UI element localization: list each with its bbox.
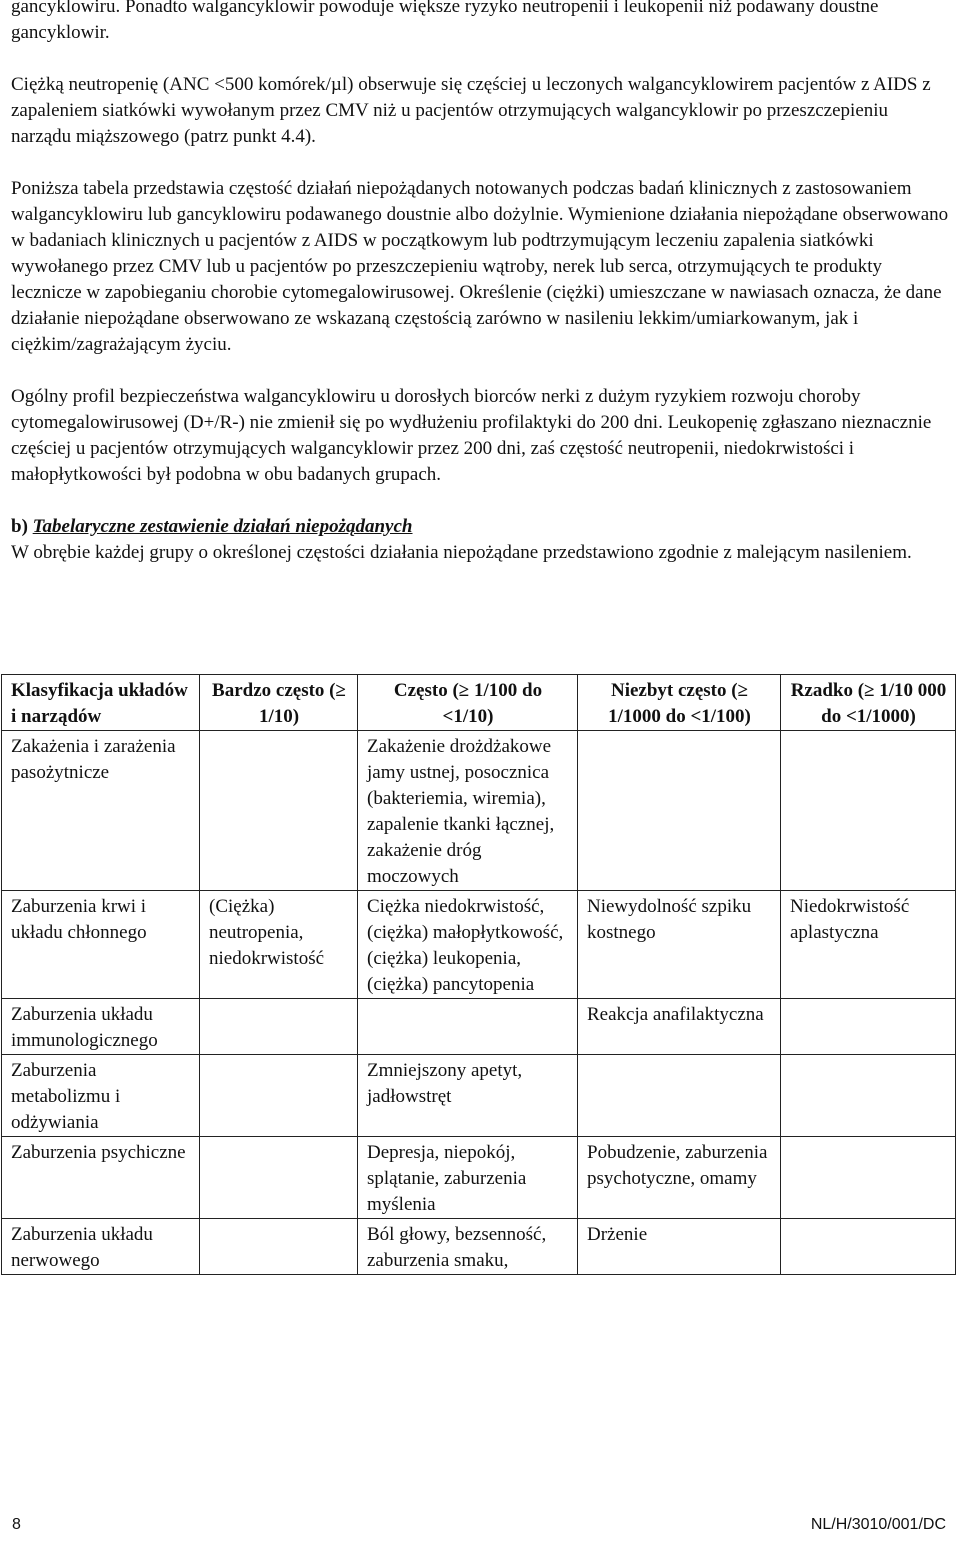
table-cell: Zaburzenia układu nerwowego xyxy=(2,1219,200,1275)
table-row xyxy=(2,999,956,1055)
table-cell: Niedokrwistość aplastyczna xyxy=(781,891,956,999)
table-cell: Zakażenie drożdżakowe jamy ustnej, posocznica (bakteriemia, wiremia), zapalenie tkanki łącznej, zakażenie dróg moczowych xyxy=(358,731,578,891)
table-cell xyxy=(578,731,781,891)
table-cell xyxy=(200,1055,358,1137)
table-cell: Niewydolność szpiku kostnego xyxy=(578,891,781,999)
table-cell: Drżenie xyxy=(578,1219,781,1275)
paragraph-neutropenia: Ciężką neutropenię (ANC <500 komórek/µl) obserwuje się częściej u leczonych walgancyklowirem pacjentów z AIDS z zapaleniem siatkówki wywołanym przez CMV niż u pacjentów otrzymujących walgancyklowir po przeszczepieniu narządu miąższowego (patrz punkt 4.4). xyxy=(11,74,931,147)
paragraph-safety-profile: Ogólny profil bezpieczeństwa walgancyklowiru u dorosłych biorców nerki z dużym ryzykiem rozwoju choroby cytomegalowirusowej (D+/R-) nie zmienił się po wydłużeniu profilaktyki do 200 dni. Leukopenię zgłaszano nieznacznie częściej u pacjentów otrzymujących walgancyklowir przez 200 dni, zaś częstość neutropenii, niedokrwistości i małopłytkowości był podobna w obu badanych grupach. xyxy=(11,386,932,485)
table-cell: Zaburzenia metabolizmu i odżywiania xyxy=(2,1055,200,1137)
table-cell: (Ciężka) neutropenia, niedokrwistość xyxy=(200,891,358,999)
table-cell xyxy=(358,999,578,1055)
adverse-reactions-table xyxy=(1,674,956,1275)
page-number: 8 xyxy=(12,1516,21,1533)
table-row xyxy=(2,1219,956,1275)
table-cell: Zaburzenia układu immunologicznego xyxy=(2,999,200,1055)
header-uncommon: Niezbyt często (≥ 1/1000 do <1/100) xyxy=(578,675,781,731)
table-cell: Ból głowy, bezsenność, zaburzenia smaku, xyxy=(358,1219,578,1275)
table-row xyxy=(2,731,956,891)
header-organ-class: Klasyfikacja układów i narządów xyxy=(2,675,200,731)
document-page xyxy=(11,0,949,566)
table-cell: Depresja, niepokój, splątanie, zaburzenia myślenia xyxy=(358,1137,578,1219)
section-title: Tabelaryczne zestawienie działań niepożądanych xyxy=(32,516,413,537)
table-cell xyxy=(200,999,358,1055)
table-cell xyxy=(578,1055,781,1137)
table-cell xyxy=(781,1137,956,1219)
table-cell: Zaburzenia krwi i układu chłonnego xyxy=(2,891,200,999)
header-common: Często (≥ 1/100 do <1/10) xyxy=(358,675,578,731)
table-row xyxy=(2,1137,956,1219)
table-cell: Pobudzenie, zaburzenia psychotyczne, omamy xyxy=(578,1137,781,1219)
table-cell xyxy=(781,999,956,1055)
table-row xyxy=(2,1055,956,1137)
table-cell xyxy=(781,1055,956,1137)
table-cell: Zakażenia i zarażenia pasożytnicze xyxy=(2,731,200,891)
paragraph-table-intro: Poniższa tabela przedstawia częstość działań niepożądanych notowanych podczas badań klinicznych z zastosowaniem walgancyklowiru lub gancyklowiru podawanego doustnie albo dożylnie. Wymienione działania niepożądane obserwowano w badaniach klinicznych u pacjentów z AIDS w początkowym lub podtrzymującym leczeniu zapalenia siatkówki wywołanego przez CMV lub u pacjentów po przeszczepieniu wątroby, nerek lub serca, otrzymujących te produkty lecznicze w zapobieganiu chorobie cytomegalowirusowej. Określenie (ciężki) umieszczane w nawiasach oznacza, że dane działanie niepożądane obserwowano ze wskazaną częstością zarówno w nasileniu lekkim/umiarkowanym, jak i ciężkim/zagrażającym życiu. xyxy=(11,178,949,355)
paragraph-continuation: gancyklowiru. Ponadto walgancyklowir powoduje większe ryzyko neutropenii i leukopenii niż podawany doustne gancyklowir. xyxy=(11,0,879,43)
table-cell xyxy=(200,1137,358,1219)
section-intro: W obrębie każdej grupy o określonej częstości działania niepożądane przedstawiono zgodnie z malejącym nasileniem. xyxy=(11,542,912,563)
section-marker: b) xyxy=(11,516,28,537)
header-very-common: Bardzo często (≥ 1/10) xyxy=(200,675,358,731)
table-cell xyxy=(781,731,956,891)
section-heading xyxy=(11,514,949,540)
document-code: NL/H/3010/001/DC xyxy=(810,1516,946,1533)
table-cell: Reakcja anafilaktyczna xyxy=(578,999,781,1055)
table-cell xyxy=(200,1219,358,1275)
table-cell: Zmniejszony apetyt, jadłowstręt xyxy=(358,1055,578,1137)
header-rare: Rzadko (≥ 1/10 000 do <1/1000) xyxy=(781,675,956,731)
table-header-row xyxy=(2,675,956,731)
table-cell xyxy=(200,731,358,891)
table-cell xyxy=(781,1219,956,1275)
table-cell: Zaburzenia psychiczne xyxy=(2,1137,200,1219)
table-row xyxy=(2,891,956,999)
table-cell: Ciężka niedokrwistość, (ciężka) małopłytkowość, (ciężka) leukopenia, (ciężka) pancytopenia xyxy=(358,891,578,999)
